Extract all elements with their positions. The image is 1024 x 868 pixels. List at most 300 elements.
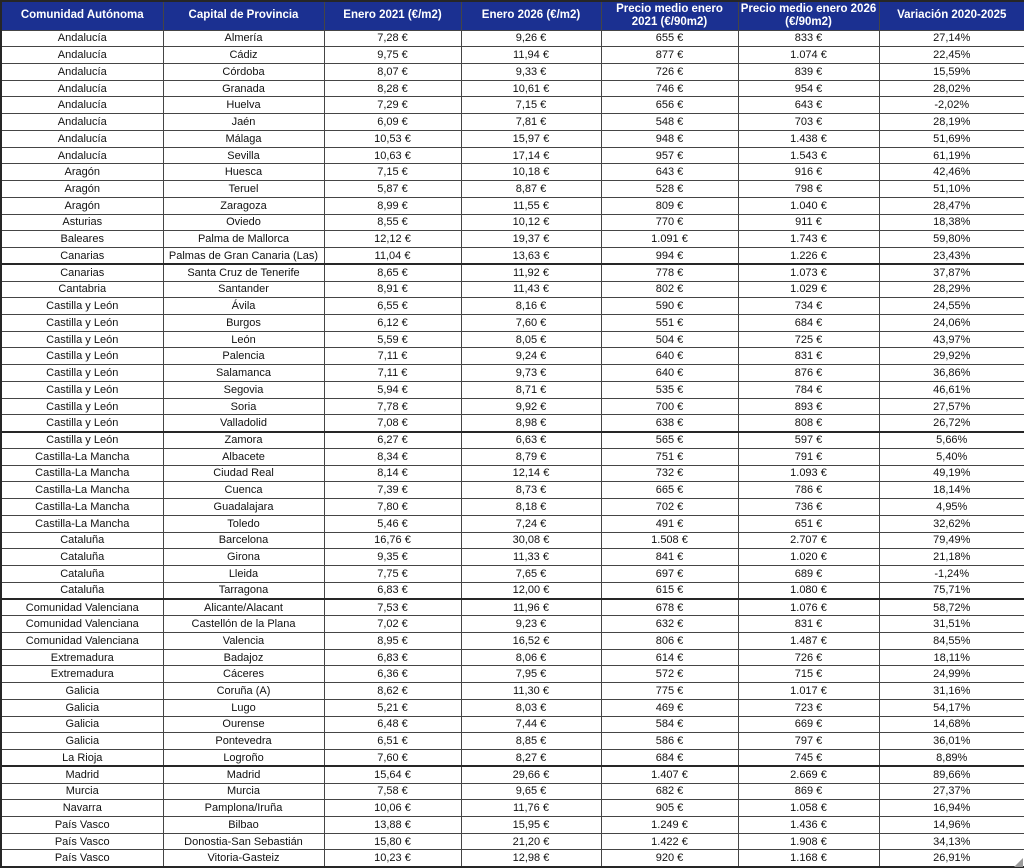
- cell: Vitoria-Gasteiz: [163, 850, 324, 867]
- cell: 8,07 €: [324, 63, 461, 80]
- cell: 16,94%: [879, 800, 1024, 817]
- cell: 1.074 €: [738, 47, 879, 64]
- cell: Aragón: [1, 164, 163, 181]
- cell: 8,98 €: [461, 415, 601, 432]
- cell: 806 €: [601, 632, 738, 649]
- cell: La Rioja: [1, 750, 163, 767]
- cell: 11,94 €: [461, 47, 601, 64]
- cell: 24,55%: [879, 298, 1024, 315]
- cell: 8,55 €: [324, 214, 461, 231]
- cell: 27,14%: [879, 30, 1024, 47]
- cell: 26,91%: [879, 850, 1024, 867]
- cell: Burgos: [163, 314, 324, 331]
- table-row: [1, 147, 1024, 164]
- cell: 6,27 €: [324, 432, 461, 449]
- cell: Santa Cruz de Tenerife: [163, 264, 324, 281]
- cell: 957 €: [601, 147, 738, 164]
- cell: 8,89%: [879, 750, 1024, 767]
- cell: Aragón: [1, 181, 163, 198]
- cell: 954 €: [738, 80, 879, 97]
- cell: 54,17%: [879, 699, 1024, 716]
- cell: 8,99 €: [324, 197, 461, 214]
- cell: 8,95 €: [324, 632, 461, 649]
- cell: 1.908 €: [738, 833, 879, 850]
- cell: Oviedo: [163, 214, 324, 231]
- cell: Castilla y León: [1, 381, 163, 398]
- cell: 59,80%: [879, 231, 1024, 248]
- cell: 10,06 €: [324, 800, 461, 817]
- cell: 1.743 €: [738, 231, 879, 248]
- cell: 8,73 €: [461, 482, 601, 499]
- column-header-4: Precio medio enero 2021 (€/90m2): [601, 1, 738, 30]
- cell: 797 €: [738, 733, 879, 750]
- table-row: [1, 80, 1024, 97]
- cell: Andalucía: [1, 114, 163, 131]
- cell: Canarias: [1, 264, 163, 281]
- cell: 14,96%: [879, 817, 1024, 834]
- table-row: [1, 314, 1024, 331]
- table-row: [1, 566, 1024, 583]
- cell: 656 €: [601, 97, 738, 114]
- cell: Cádiz: [163, 47, 324, 64]
- cell: 1.091 €: [601, 231, 738, 248]
- cell: 9,23 €: [461, 616, 601, 633]
- header-row: [1, 1, 1024, 30]
- table-row: [1, 817, 1024, 834]
- table-row: [1, 599, 1024, 616]
- column-header-0: Comunidad Autónoma: [1, 1, 163, 30]
- cell: 1.058 €: [738, 800, 879, 817]
- cell: 16,76 €: [324, 532, 461, 549]
- table-row: [1, 130, 1024, 147]
- cell: 7,11 €: [324, 348, 461, 365]
- cell: Zamora: [163, 432, 324, 449]
- cell: 684 €: [601, 750, 738, 767]
- table-row: [1, 398, 1024, 415]
- cell: 28,29%: [879, 281, 1024, 298]
- cell: 7,75 €: [324, 566, 461, 583]
- cell: 11,55 €: [461, 197, 601, 214]
- cell: 831 €: [738, 348, 879, 365]
- cell: Andalucía: [1, 130, 163, 147]
- cell: Castilla-La Mancha: [1, 448, 163, 465]
- cell: 75,71%: [879, 582, 1024, 599]
- cell: Galicia: [1, 683, 163, 700]
- cell: 23,43%: [879, 248, 1024, 265]
- column-header-3: Enero 2026 (€/m2): [461, 1, 601, 30]
- cell: Málaga: [163, 130, 324, 147]
- cell: Canarias: [1, 248, 163, 265]
- cell: 678 €: [601, 599, 738, 616]
- cell: 24,06%: [879, 314, 1024, 331]
- cell: 11,43 €: [461, 281, 601, 298]
- table-row: [1, 415, 1024, 432]
- cell: Galicia: [1, 733, 163, 750]
- cell: Comunidad Valenciana: [1, 632, 163, 649]
- cell: 12,12 €: [324, 231, 461, 248]
- table-row: [1, 683, 1024, 700]
- cell: 7,60 €: [461, 314, 601, 331]
- cell: 11,96 €: [461, 599, 601, 616]
- cell: 802 €: [601, 281, 738, 298]
- cell: 809 €: [601, 197, 738, 214]
- cell: 669 €: [738, 716, 879, 733]
- cell: 751 €: [601, 448, 738, 465]
- cell: Castilla y León: [1, 432, 163, 449]
- cell: 715 €: [738, 666, 879, 683]
- table-row: [1, 248, 1024, 265]
- table-row: [1, 850, 1024, 867]
- cell: Castilla y León: [1, 314, 163, 331]
- cell: 5,59 €: [324, 331, 461, 348]
- cell: 1.249 €: [601, 817, 738, 834]
- cell: Córdoba: [163, 63, 324, 80]
- cell: Murcia: [163, 783, 324, 800]
- table-row: [1, 582, 1024, 599]
- cell: Castilla y León: [1, 331, 163, 348]
- cell: 10,61 €: [461, 80, 601, 97]
- cell: 1.020 €: [738, 549, 879, 566]
- cell: Tarragona: [163, 582, 324, 599]
- cell: Extremadura: [1, 666, 163, 683]
- cell: Teruel: [163, 181, 324, 198]
- cell: 8,34 €: [324, 448, 461, 465]
- cell: 920 €: [601, 850, 738, 867]
- cell: Castilla y León: [1, 415, 163, 432]
- table-row: [1, 699, 1024, 716]
- table-row: [1, 432, 1024, 449]
- cell: 5,21 €: [324, 699, 461, 716]
- cell: 7,02 €: [324, 616, 461, 633]
- cell: 7,81 €: [461, 114, 601, 131]
- cell: 11,76 €: [461, 800, 601, 817]
- cell: 19,37 €: [461, 231, 601, 248]
- cell: 8,28 €: [324, 80, 461, 97]
- cell: 651 €: [738, 515, 879, 532]
- cell: 34,13%: [879, 833, 1024, 850]
- table-row: [1, 833, 1024, 850]
- cell: 61,19%: [879, 147, 1024, 164]
- cell: Madrid: [163, 766, 324, 783]
- cell: 682 €: [601, 783, 738, 800]
- cell: 7,44 €: [461, 716, 601, 733]
- cell: 31,16%: [879, 683, 1024, 700]
- cell: 84,55%: [879, 632, 1024, 649]
- cell: 9,33 €: [461, 63, 601, 80]
- cell: Cantabria: [1, 281, 163, 298]
- cell: Albacete: [163, 448, 324, 465]
- cell: Andalucía: [1, 147, 163, 164]
- cell: 17,14 €: [461, 147, 601, 164]
- cell: 15,59%: [879, 63, 1024, 80]
- resize-handle-icon: [1014, 858, 1023, 867]
- cell: 5,87 €: [324, 181, 461, 198]
- cell: 551 €: [601, 314, 738, 331]
- cell: Barcelona: [163, 532, 324, 549]
- cell: 51,10%: [879, 181, 1024, 198]
- cell: Cataluña: [1, 532, 163, 549]
- table-row: [1, 632, 1024, 649]
- cell: 786 €: [738, 482, 879, 499]
- cell: 8,91 €: [324, 281, 461, 298]
- cell: Asturias: [1, 214, 163, 231]
- cell: 8,62 €: [324, 683, 461, 700]
- cell: 597 €: [738, 432, 879, 449]
- cell: 1.422 €: [601, 833, 738, 850]
- cell: Andalucía: [1, 30, 163, 47]
- cell: 700 €: [601, 398, 738, 415]
- cell: Comunidad Valenciana: [1, 599, 163, 616]
- cell: Palmas de Gran Canaria (Las): [163, 248, 324, 265]
- table-row: [1, 733, 1024, 750]
- cell: 504 €: [601, 331, 738, 348]
- table-row: [1, 114, 1024, 131]
- cell: -2,02%: [879, 97, 1024, 114]
- cell: 7,78 €: [324, 398, 461, 415]
- cell: 640 €: [601, 365, 738, 382]
- cell: 8,18 €: [461, 499, 601, 516]
- cell: 1.168 €: [738, 850, 879, 867]
- cell: 2.669 €: [738, 766, 879, 783]
- cell: Cuenca: [163, 482, 324, 499]
- cell: Castilla y León: [1, 398, 163, 415]
- cell: 697 €: [601, 566, 738, 583]
- cell: Castilla-La Mancha: [1, 465, 163, 482]
- cell: 12,00 €: [461, 582, 601, 599]
- cell: 4,95%: [879, 499, 1024, 516]
- cell: 876 €: [738, 365, 879, 382]
- cell: 27,37%: [879, 783, 1024, 800]
- cell: Castellón de la Plana: [163, 616, 324, 633]
- table-row: [1, 532, 1024, 549]
- cell: Lleida: [163, 566, 324, 583]
- table-row: [1, 499, 1024, 516]
- cell: Bilbao: [163, 817, 324, 834]
- table-row: [1, 482, 1024, 499]
- cell: 808 €: [738, 415, 879, 432]
- cell: 10,53 €: [324, 130, 461, 147]
- cell: 37,87%: [879, 264, 1024, 281]
- cell: 8,79 €: [461, 448, 601, 465]
- cell: 27,57%: [879, 398, 1024, 415]
- cell: 535 €: [601, 381, 738, 398]
- cell: 8,85 €: [461, 733, 601, 750]
- cell: 8,16 €: [461, 298, 601, 315]
- cell: Toledo: [163, 515, 324, 532]
- cell: 10,12 €: [461, 214, 601, 231]
- cell: 1.040 €: [738, 197, 879, 214]
- cell: 1.438 €: [738, 130, 879, 147]
- cell: País Vasco: [1, 817, 163, 834]
- cell: 79,49%: [879, 532, 1024, 549]
- table-row: [1, 63, 1024, 80]
- cell: 640 €: [601, 348, 738, 365]
- cell: 614 €: [601, 649, 738, 666]
- cell: Valencia: [163, 632, 324, 649]
- cell: 584 €: [601, 716, 738, 733]
- cell: Granada: [163, 80, 324, 97]
- cell: 684 €: [738, 314, 879, 331]
- cell: 911 €: [738, 214, 879, 231]
- cell: 12,98 €: [461, 850, 601, 867]
- cell: 7,53 €: [324, 599, 461, 616]
- cell: 6,12 €: [324, 314, 461, 331]
- cell: 29,92%: [879, 348, 1024, 365]
- cell: 10,63 €: [324, 147, 461, 164]
- cell: 9,75 €: [324, 47, 461, 64]
- cell: Jaén: [163, 114, 324, 131]
- cell: 689 €: [738, 566, 879, 583]
- cell: 7,95 €: [461, 666, 601, 683]
- cell: 6,55 €: [324, 298, 461, 315]
- cell: 784 €: [738, 381, 879, 398]
- cell: León: [163, 331, 324, 348]
- cell: 46,61%: [879, 381, 1024, 398]
- cell: 7,15 €: [324, 164, 461, 181]
- cell: 877 €: [601, 47, 738, 64]
- cell: 746 €: [601, 80, 738, 97]
- cell: 51,69%: [879, 130, 1024, 147]
- cell: 11,92 €: [461, 264, 601, 281]
- cell: Almería: [163, 30, 324, 47]
- table-row: [1, 666, 1024, 683]
- cell: Valladolid: [163, 415, 324, 432]
- cell: 723 €: [738, 699, 879, 716]
- cell: 12,14 €: [461, 465, 601, 482]
- cell: 590 €: [601, 298, 738, 315]
- cell: Andalucía: [1, 63, 163, 80]
- cell: 5,66%: [879, 432, 1024, 449]
- cell: Galicia: [1, 699, 163, 716]
- cell: 11,33 €: [461, 549, 601, 566]
- cell: Guadalajara: [163, 499, 324, 516]
- table-row: [1, 381, 1024, 398]
- cell: 725 €: [738, 331, 879, 348]
- cell: 29,66 €: [461, 766, 601, 783]
- cell: 7,58 €: [324, 783, 461, 800]
- cell: 586 €: [601, 733, 738, 750]
- cell: Segovia: [163, 381, 324, 398]
- cell: Badajoz: [163, 649, 324, 666]
- cell: 18,38%: [879, 214, 1024, 231]
- cell: Coruña (A): [163, 683, 324, 700]
- cell: 7,28 €: [324, 30, 461, 47]
- cell: 1.487 €: [738, 632, 879, 649]
- cell: 7,60 €: [324, 750, 461, 767]
- table-row: [1, 331, 1024, 348]
- cell: 5,94 €: [324, 381, 461, 398]
- cell: 36,86%: [879, 365, 1024, 382]
- cell: Madrid: [1, 766, 163, 783]
- cell: 655 €: [601, 30, 738, 47]
- cell: País Vasco: [1, 833, 163, 850]
- table-row: [1, 348, 1024, 365]
- column-header-5: Precio medio enero 2026 (€/90m2): [738, 1, 879, 30]
- table-row: [1, 298, 1024, 315]
- table-row: [1, 181, 1024, 198]
- table-row: [1, 465, 1024, 482]
- cell: 15,95 €: [461, 817, 601, 834]
- cell: Huesca: [163, 164, 324, 181]
- cell: 6,48 €: [324, 716, 461, 733]
- cell: Palencia: [163, 348, 324, 365]
- cell: Soria: [163, 398, 324, 415]
- cell: 36,01%: [879, 733, 1024, 750]
- cell: 638 €: [601, 415, 738, 432]
- table-row: [1, 649, 1024, 666]
- cell: 736 €: [738, 499, 879, 516]
- cell: 10,18 €: [461, 164, 601, 181]
- cell: Castilla y León: [1, 348, 163, 365]
- cell: 615 €: [601, 582, 738, 599]
- cell: Galicia: [1, 716, 163, 733]
- cell: 833 €: [738, 30, 879, 47]
- cell: Castilla-La Mancha: [1, 515, 163, 532]
- cell: 831 €: [738, 616, 879, 633]
- cell: 905 €: [601, 800, 738, 817]
- cell: 58,72%: [879, 599, 1024, 616]
- table-row: [1, 365, 1024, 382]
- cell: -1,24%: [879, 566, 1024, 583]
- cell: 28,19%: [879, 114, 1024, 131]
- cell: 6,83 €: [324, 582, 461, 599]
- cell: 916 €: [738, 164, 879, 181]
- cell: Comunidad Valenciana: [1, 616, 163, 633]
- table-row: [1, 164, 1024, 181]
- cell: 548 €: [601, 114, 738, 131]
- column-header-1: Capital de Provincia: [163, 1, 324, 30]
- cell: 16,52 €: [461, 632, 601, 649]
- cell: Castilla y León: [1, 298, 163, 315]
- cell: 1.093 €: [738, 465, 879, 482]
- table-row: [1, 515, 1024, 532]
- cell: 703 €: [738, 114, 879, 131]
- cell: 745 €: [738, 750, 879, 767]
- table-row: [1, 800, 1024, 817]
- cell: 5,46 €: [324, 515, 461, 532]
- cell: 1.080 €: [738, 582, 879, 599]
- cell: 726 €: [738, 649, 879, 666]
- cell: 43,97%: [879, 331, 1024, 348]
- cell: 8,71 €: [461, 381, 601, 398]
- cell: 11,30 €: [461, 683, 601, 700]
- cell: 6,36 €: [324, 666, 461, 683]
- table-row: [1, 214, 1024, 231]
- cell: 11,04 €: [324, 248, 461, 265]
- cell: 841 €: [601, 549, 738, 566]
- cell: Santander: [163, 281, 324, 298]
- cell: 2.707 €: [738, 532, 879, 549]
- cell: 89,66%: [879, 766, 1024, 783]
- cell: 9,92 €: [461, 398, 601, 415]
- cell: 798 €: [738, 181, 879, 198]
- cell: 994 €: [601, 248, 738, 265]
- table-row: [1, 766, 1024, 783]
- cell: 632 €: [601, 616, 738, 633]
- cell: 6,51 €: [324, 733, 461, 750]
- cell: 22,45%: [879, 47, 1024, 64]
- table-row: [1, 549, 1024, 566]
- cell: Cataluña: [1, 549, 163, 566]
- cell: 8,87 €: [461, 181, 601, 198]
- cell: 1.073 €: [738, 264, 879, 281]
- cell: 8,05 €: [461, 331, 601, 348]
- cell: 8,14 €: [324, 465, 461, 482]
- cell: 8,27 €: [461, 750, 601, 767]
- cell: 18,14%: [879, 482, 1024, 499]
- cell: 10,23 €: [324, 850, 461, 867]
- cell: 839 €: [738, 63, 879, 80]
